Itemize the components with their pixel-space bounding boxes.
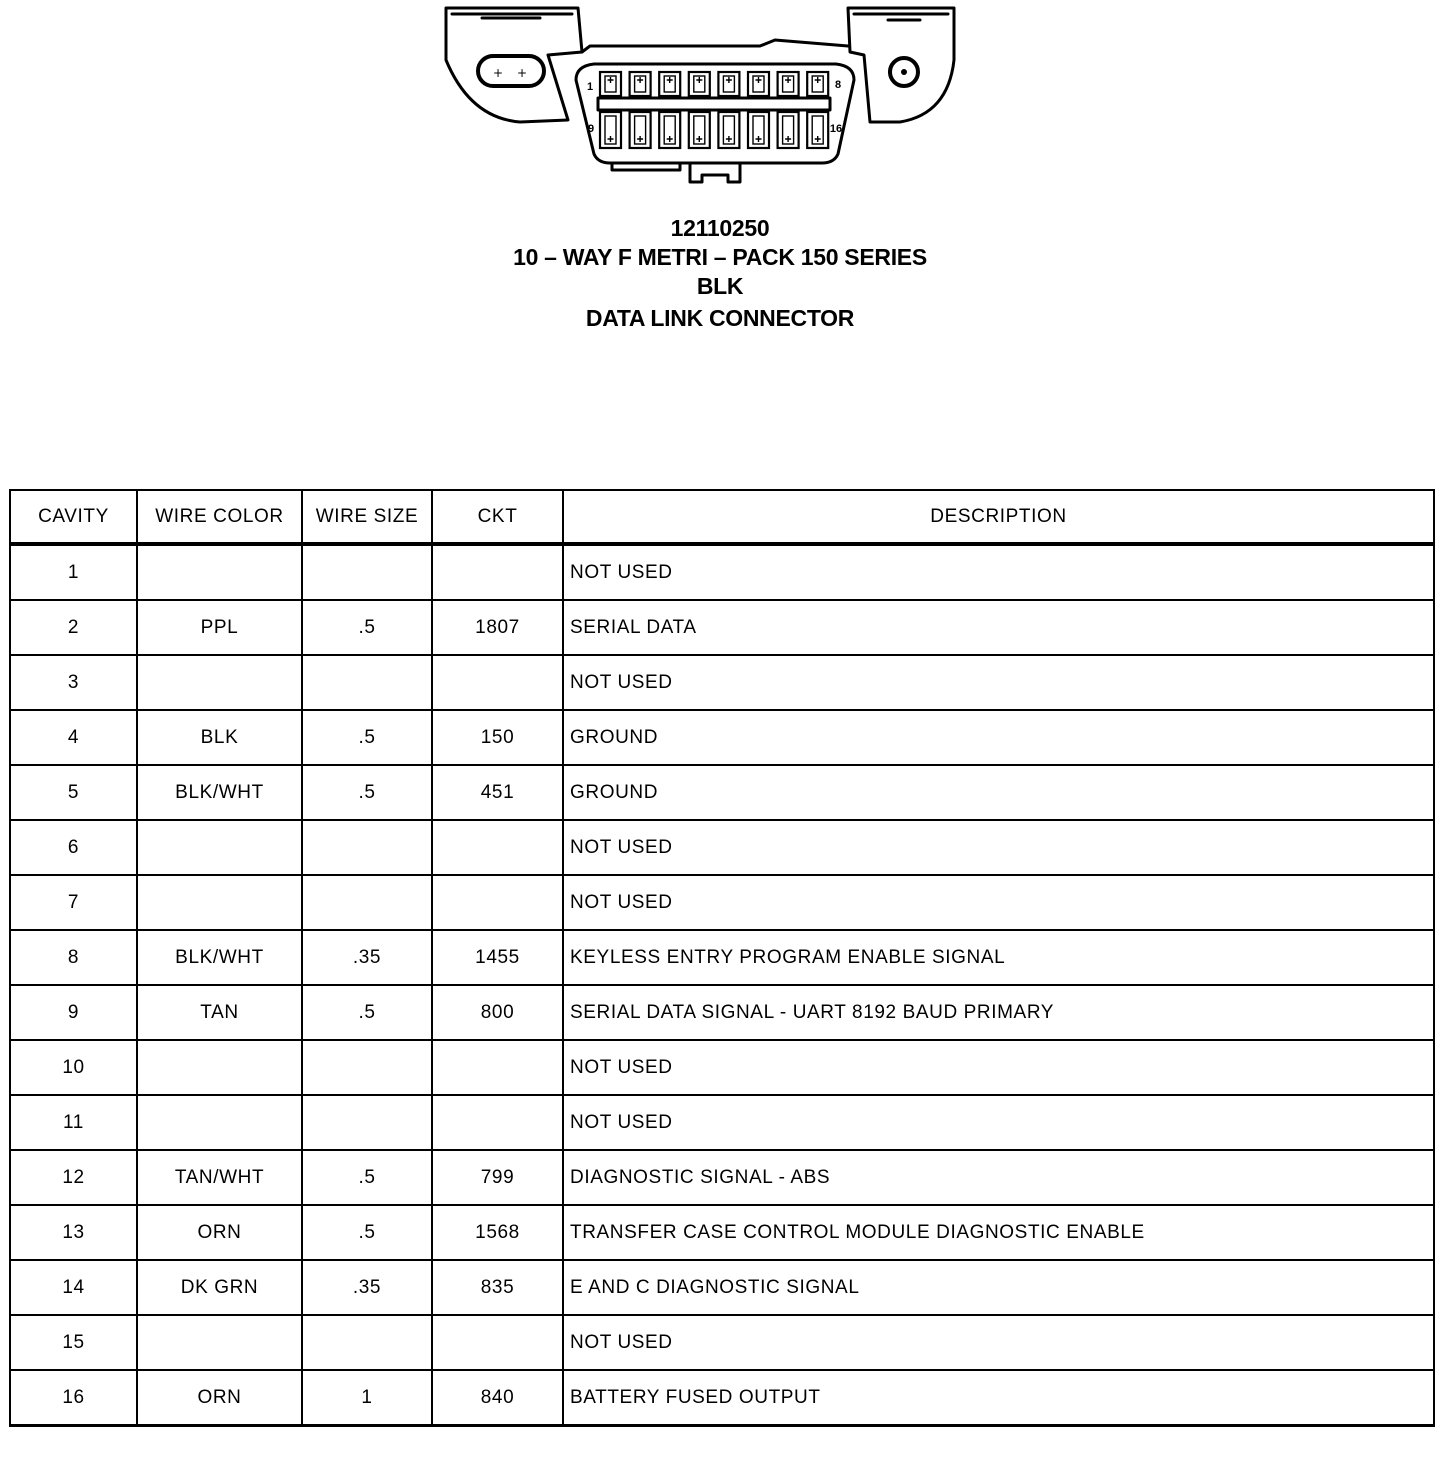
cell-wire-color [137, 875, 302, 930]
terminal-cavity [659, 72, 680, 96]
cell-description: SERIAL DATA SIGNAL - UART 8192 BAUD PRIMARY [563, 985, 1434, 1040]
cell-description: KEYLESS ENTRY PROGRAM ENABLE SIGNAL [563, 930, 1434, 985]
cell-description: DIAGNOSTIC SIGNAL - ABS [563, 1150, 1434, 1205]
cell-ckt: 840 [432, 1370, 563, 1426]
cell-ckt: 1807 [432, 600, 563, 655]
header-ckt: CKT [432, 490, 563, 544]
cell-description: GROUND [563, 765, 1434, 820]
pinout-table-body [10, 544, 1434, 1426]
table-row [10, 1095, 1434, 1150]
table-row [10, 544, 1434, 600]
terminal-cavity [718, 112, 739, 148]
header-cavity: CAVITY [10, 490, 137, 544]
cell-wire-color: TAN [137, 985, 302, 1040]
cell-ckt: 799 [432, 1150, 563, 1205]
cell-wire-size [302, 820, 432, 875]
cell-description: NOT USED [563, 1095, 1434, 1150]
cell-wire-color: ORN [137, 1205, 302, 1260]
terminal-cavity [748, 72, 769, 96]
terminal-cavity [748, 112, 769, 148]
cell-ckt: 800 [432, 985, 563, 1040]
connector-name: DATA LINK CONNECTOR [585, 305, 855, 331]
cell-wire-size [302, 1315, 432, 1370]
cell-wire-size [302, 544, 432, 600]
cell-wire-color [137, 1040, 302, 1095]
terminal-cavity [718, 72, 739, 96]
pin-label-bottom-right: 16 [829, 123, 843, 135]
table-row [10, 765, 1434, 820]
cell-cavity: 7 [10, 875, 137, 930]
cell-description: NOT USED [563, 1315, 1434, 1370]
cell-wire-size: .5 [302, 1150, 432, 1205]
cell-wire-size: .5 [302, 710, 432, 765]
terminal-cavity [689, 112, 710, 148]
table-row [10, 710, 1434, 765]
table-row [10, 875, 1434, 930]
cell-description: NOT USED [563, 875, 1434, 930]
header-wire-color: WIRE COLOR [137, 490, 302, 544]
cell-description: NOT USED [563, 655, 1434, 710]
cell-cavity: 9 [10, 985, 137, 1040]
connector-title-block [0, 214, 1440, 333]
cell-cavity: 3 [10, 655, 137, 710]
table-row [10, 1370, 1434, 1426]
connector-color: BLK [696, 273, 744, 299]
cell-cavity: 2 [10, 600, 137, 655]
connector-diagram [440, 0, 960, 192]
cell-description: GROUND [563, 710, 1434, 765]
cell-cavity: 12 [10, 1150, 137, 1205]
cell-cavity: 10 [10, 1040, 137, 1095]
cell-cavity: 1 [10, 544, 137, 600]
cell-cavity: 15 [10, 1315, 137, 1370]
mounting-slot-icon [478, 56, 544, 86]
terminal-cavity [600, 112, 621, 148]
cell-cavity: 6 [10, 820, 137, 875]
cell-cavity: 14 [10, 1260, 137, 1315]
table-row [10, 1150, 1434, 1205]
cell-wire-color: BLK [137, 710, 302, 765]
table-row [10, 1260, 1434, 1315]
pinout-table [9, 489, 1435, 1427]
cell-wire-size [302, 875, 432, 930]
cell-wire-size: .35 [302, 1260, 432, 1315]
cell-wire-size: .5 [302, 600, 432, 655]
cell-wire-color: TAN/WHT [137, 1150, 302, 1205]
terminal-cavity [630, 112, 651, 148]
cell-ckt: 451 [432, 765, 563, 820]
table-row [10, 600, 1434, 655]
cell-wire-color: ORN [137, 1370, 302, 1426]
terminal-cavity [778, 72, 799, 96]
svg-text:+: + [516, 66, 528, 80]
connector-part-number: 12110250 [670, 215, 770, 241]
cell-ckt [432, 820, 563, 875]
cell-wire-color: PPL [137, 600, 302, 655]
cell-ckt: 1568 [432, 1205, 563, 1260]
cell-ckt: 835 [432, 1260, 563, 1315]
cell-wire-color [137, 1095, 302, 1150]
cell-description: TRANSFER CASE CONTROL MODULE DIAGNOSTIC ENABLE [563, 1205, 1434, 1260]
table-row [10, 1315, 1434, 1370]
table-header-row [10, 490, 1434, 544]
cell-wire-color: BLK/WHT [137, 765, 302, 820]
cell-cavity: 8 [10, 930, 137, 985]
cell-wire-color: BLK/WHT [137, 930, 302, 985]
terminal-cavity [807, 112, 828, 148]
header-description: DESCRIPTION [563, 490, 1434, 544]
cell-wire-color [137, 544, 302, 600]
cell-ckt: 150 [432, 710, 563, 765]
cell-description: NOT USED [563, 544, 1434, 600]
table-row [10, 655, 1434, 710]
cell-wire-size [302, 1040, 432, 1095]
header-wire-size: WIRE SIZE [302, 490, 432, 544]
cell-wire-size [302, 655, 432, 710]
terminal-cavity [689, 72, 710, 96]
cell-wire-size: .5 [302, 1205, 432, 1260]
pin-label-bottom-left: 9 [587, 123, 595, 135]
terminal-cavity [778, 112, 799, 148]
terminal-cavity [630, 72, 651, 96]
cell-wire-size: 1 [302, 1370, 432, 1426]
connector-type: 10 – WAY F METRI – PACK 150 SERIES [513, 244, 927, 270]
cell-wire-size: .35 [302, 930, 432, 985]
cell-ckt [432, 1040, 563, 1095]
table-row [10, 820, 1434, 875]
cell-wire-size: .5 [302, 765, 432, 820]
cell-ckt [432, 544, 563, 600]
table-row [10, 985, 1434, 1040]
cell-ckt [432, 655, 563, 710]
cell-cavity: 16 [10, 1370, 137, 1426]
terminal-cavity [600, 72, 621, 96]
cell-wire-color [137, 820, 302, 875]
mounting-hole-icon [890, 58, 918, 86]
pin-label-top-left: 1 [586, 81, 594, 93]
cell-cavity: 5 [10, 765, 137, 820]
cell-cavity: 4 [10, 710, 137, 765]
pin-label-top-right: 8 [834, 79, 842, 91]
svg-text:+: + [492, 66, 504, 80]
terminal-cavity [659, 112, 680, 148]
cell-cavity: 11 [10, 1095, 137, 1150]
cell-ckt [432, 1095, 563, 1150]
cell-wire-color [137, 655, 302, 710]
table-row [10, 930, 1434, 985]
cell-description: SERIAL DATA [563, 600, 1434, 655]
cell-ckt [432, 1315, 563, 1370]
cell-description: BATTERY FUSED OUTPUT [563, 1370, 1434, 1426]
cell-ckt [432, 875, 563, 930]
cell-wire-color: DK GRN [137, 1260, 302, 1315]
cell-description: E AND C DIAGNOSTIC SIGNAL [563, 1260, 1434, 1315]
table-row [10, 1040, 1434, 1095]
terminal-cavity [807, 72, 828, 96]
cell-wire-color [137, 1315, 302, 1370]
table-row [10, 1205, 1434, 1260]
cell-description: NOT USED [563, 820, 1434, 875]
cell-wire-size [302, 1095, 432, 1150]
cell-wire-size: .5 [302, 985, 432, 1040]
cell-description: NOT USED [563, 1040, 1434, 1095]
cell-ckt: 1455 [432, 930, 563, 985]
cell-cavity: 13 [10, 1205, 137, 1260]
